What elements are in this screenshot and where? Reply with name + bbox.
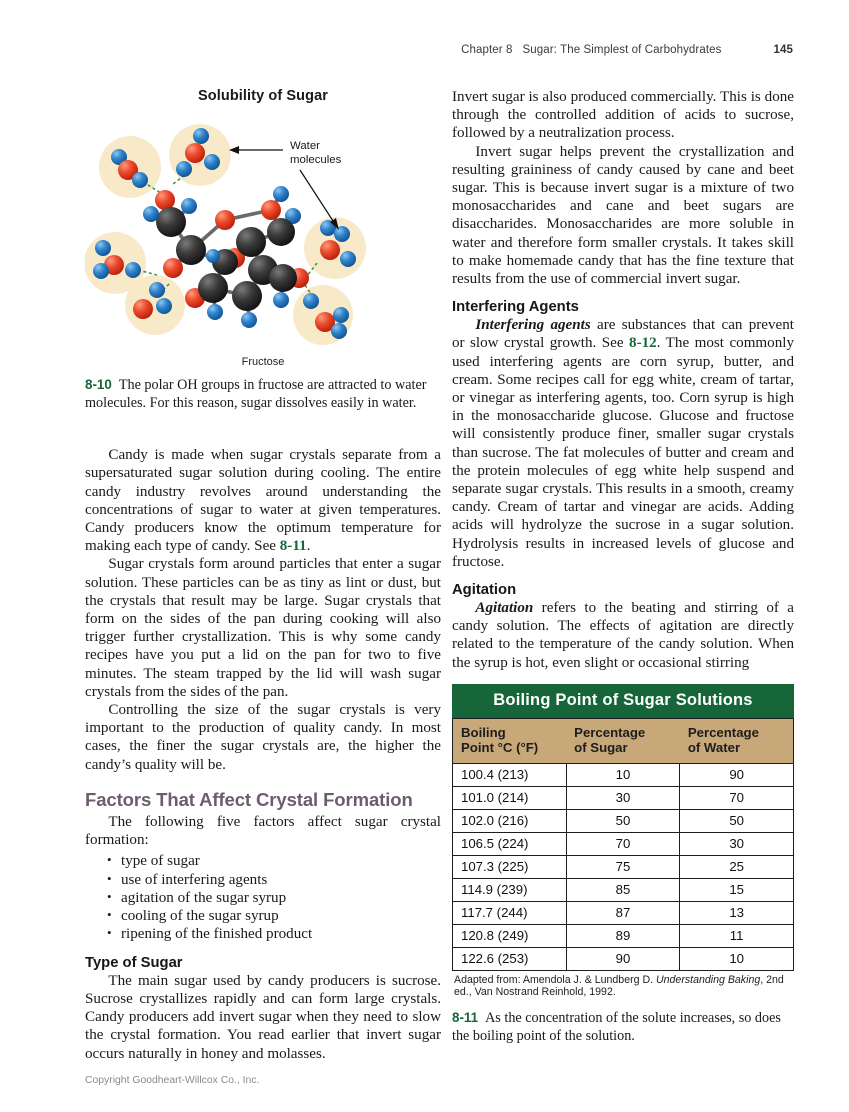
- cell-percentage-water: 13: [680, 901, 794, 924]
- figure-8-11-number: 8-11: [452, 1010, 479, 1026]
- molecule-svg: [85, 110, 441, 358]
- figure-8-10-number: 8-10: [85, 377, 112, 392]
- table-8-11-wrapper: [452, 684, 794, 1045]
- cell-percentage-water: 15: [680, 878, 794, 901]
- running-head-title: Sugar: The Simplest of Carbohydrates: [522, 44, 722, 56]
- inline-figref-8-12: 8-12: [629, 335, 657, 352]
- cell-percentage-sugar: 90: [566, 947, 680, 970]
- fructose-label: Fructose: [241, 356, 285, 368]
- source-text-a: Adapted from: Amendola J. & Lundberg D.: [454, 973, 656, 986]
- cell-percentage-sugar: 89: [566, 924, 680, 947]
- figure-8-10-caption-text: The polar OH groups in fructose are attracted to water molecules. For this reason, sugar dissolves easily in water.: [85, 377, 427, 411]
- water-molecules-callout: [290, 140, 341, 167]
- column-header-boiling-point-line1: Boiling: [461, 724, 506, 740]
- heading-type-of-sugar: Type of Sugar: [85, 954, 183, 971]
- table-row: [453, 786, 794, 809]
- paragraph-invert-sugar-commercial: Invert sugar is also produced commercially. This is done through the controlled addition of acids to sucrose, followed by a neutralization process.: [452, 89, 794, 142]
- cell-percentage-water: 30: [680, 832, 794, 855]
- cell-boiling-point: 102.0 (216): [453, 809, 567, 832]
- table-title: Boiling Point of Sugar Solutions: [452, 684, 794, 718]
- heading-agitation: Agitation: [452, 582, 517, 599]
- term-interfering-agents: Interfering agents: [475, 317, 591, 334]
- figure-title: Solubility of Sugar: [198, 88, 328, 104]
- cell-boiling-point: 122.6 (253): [453, 947, 567, 970]
- column-header-percentage-sugar-line1: Percentage: [574, 724, 646, 740]
- table-row: [453, 947, 794, 970]
- table-source-note: [452, 974, 794, 999]
- cell-boiling-point: 117.7 (244): [453, 901, 567, 924]
- table-row: [453, 924, 794, 947]
- column-header-percentage-water-line1: Percentage: [687, 724, 759, 740]
- list-item: • cooling of the sugar syrup: [107, 907, 441, 925]
- paragraph-candy-made-text: Candy is made when sugar crystals separate from a supersaturated sugar solution during cooling. The entire candy industry revolves around understanding the concentrations of sugar to water at given temperatures. Candy producers know the optimum temperature for making each type of candy. See: [85, 447, 441, 555]
- list-item: • agitation of the sugar syrup: [107, 889, 441, 907]
- paragraph-controlling-size: Controlling the size of the sugar crystals is very important to the production of quality candy. In most cases, the finer the sugar crystals are, the higher the candy’s quality will be.: [85, 702, 441, 773]
- column-header-percentage-sugar: [566, 718, 680, 763]
- term-agitation: Agitation: [475, 600, 534, 617]
- column-header-percentage-water-line2: of Water: [687, 740, 741, 756]
- cell-boiling-point: 114.9 (239): [453, 878, 567, 901]
- fructose-water-diagram: [85, 110, 441, 358]
- cell-percentage-water: 25: [680, 855, 794, 878]
- table-row: [453, 855, 794, 878]
- page-number: 145: [773, 44, 793, 56]
- table-head: [453, 718, 794, 763]
- table-header-row: [453, 718, 794, 763]
- list-item: • use of interfering agents: [107, 871, 441, 889]
- paragraph-sugar-crystals-form: Sugar crystals form around particles that enter a sugar solution. These particles can be as tiny as lint or dust, but the crystals that result may be large. Sugar crystals that form on the sides of the pan during cooking will also trigger further crystallization. This is why some candy recipes have you put a lid on the pan for two to five minutes. The steam trapped by the lid will wash sugar crystals from the sides of the pan.: [85, 556, 441, 700]
- running-head-chapter: Chapter 8: [461, 44, 513, 56]
- cell-percentage-sugar: 75: [566, 855, 680, 878]
- cell-boiling-point: 107.3 (225): [453, 855, 567, 878]
- source-text-b: , 2nd ed.,: [454, 973, 784, 999]
- source-book-title: Understanding Baking: [656, 973, 761, 986]
- cell-percentage-water: 90: [680, 763, 794, 786]
- paragraph-type-of-sugar: The main sugar used by candy producers is sucrose. Sucrose crystallizes rapidly and can form large crystals. Candy producers add invert sugar when they need to slow the crystal formation. You read earlier that invert sugar occurs naturally in honey and molasses.: [85, 972, 441, 1062]
- cell-percentage-sugar: 10: [566, 763, 680, 786]
- right-column: [452, 88, 794, 1059]
- inline-figref-8-11: 8-11: [279, 538, 307, 555]
- list-item: • type of sugar: [107, 852, 441, 870]
- cell-boiling-point: 120.8 (249): [453, 924, 567, 947]
- column-header-percentage-water: [680, 718, 794, 763]
- figure-8-11-caption: [452, 1009, 794, 1045]
- table-row: [453, 832, 794, 855]
- cell-boiling-point: 106.5 (224): [453, 832, 567, 855]
- left-column: [85, 88, 441, 1063]
- cell-percentage-sugar: 87: [566, 901, 680, 924]
- heading-factors-crystal-formation: Factors That Affect Crystal Formation: [85, 788, 413, 810]
- factors-list: [85, 852, 441, 943]
- callout-line-1: Water: [290, 140, 320, 152]
- paragraph-interfering-agents: [452, 316, 794, 571]
- table-row: [453, 878, 794, 901]
- column-header-percentage-sugar-line2: of Sugar: [574, 740, 628, 756]
- table-body: [453, 763, 794, 970]
- paragraph-five-factors: The following five factors affect sugar crystal formation:: [85, 813, 441, 849]
- cell-percentage-water: 11: [680, 924, 794, 947]
- agitation-text: refers to the beating and stirring of a candy solution. The effects of agitation are directly related to the temperature of the candy solution. When the syrup is hot, even slight or occasional stirring: [452, 600, 794, 671]
- interfering-text-a: are substances that can prevent or slow crystal growth. See: [452, 317, 794, 352]
- cell-percentage-water: 50: [680, 809, 794, 832]
- cell-percentage-sugar: 30: [566, 786, 680, 809]
- callout-line-2: molecules: [290, 153, 342, 166]
- running-head: [80, 44, 793, 56]
- cell-percentage-sugar: 85: [566, 878, 680, 901]
- figure-8-11-caption-text: As the concentration of the solute increases, so does the boiling point of the solution.: [452, 1010, 781, 1044]
- boiling-point-table: [452, 684, 794, 971]
- copyright-footer: Copyright Goodheart-Willcox Co., Inc.: [85, 1075, 260, 1086]
- paragraph-invert-sugar-prevents: Invert sugar helps prevent the crystallization and resulting graininess of candy caused by cane and beet sugar. This is because invert sugar is a mixture of two monosaccharides and cane and beet sugars are disaccharides. Monosaccharides are more soluble in water and therefore form smaller crystals. It takes skill to make homemade candy that has the fine texture that results from the use of commercial invert sugar.: [452, 143, 794, 288]
- heading-interfering-agents: Interfering Agents: [452, 299, 579, 316]
- paragraph-agitation: [452, 599, 794, 672]
- cell-boiling-point: 101.0 (214): [453, 786, 567, 809]
- source-line-2: Van Nostrand Reinhold, 1992.: [474, 986, 616, 999]
- cell-percentage-sugar: 70: [566, 832, 680, 855]
- list-item: • ripening of the finished product: [107, 925, 441, 943]
- column-header-boiling-point-line2: Point °C (°F): [461, 740, 539, 756]
- table-row: [453, 763, 794, 786]
- table-row: [453, 809, 794, 832]
- table-row: [453, 901, 794, 924]
- cell-boiling-point: 100.4 (213): [453, 763, 567, 786]
- cell-percentage-water: 10: [680, 947, 794, 970]
- column-header-boiling-point: [453, 718, 567, 763]
- interfering-text-b: . The most commonly used interfering agents are corn syrup, butter, and cream. Some recipes call for egg white, cream of tartar, or vinegar as interfering agents, too. Corn syrup is high in the monosaccharide glucose. Glucose and fructose will consistently produce finer, smaller sugar crystals than sucrose. The fat molecules of butter and cream and the protein molecules of egg white help suspend and separate sugar crystals. This results in a smooth, creamy candy. Cream of tartar and vinegar are acids. Adding acids will hydrolyze the sucrose in a sugar solution. Hydrolysis results in increased levels of glucose and fructose.: [452, 335, 795, 570]
- figure-8-10-caption: [85, 376, 441, 412]
- cell-percentage-sugar: 50: [566, 809, 680, 832]
- paragraph-candy-made: Candy is made when sugar crystals separate from a supersaturated sugar solution during cooling. The entire candy industry revolves around understanding the concentrations of sugar to water at given temperatures. Candy producers know the optimum temperature for making each type of candy. See 8-11.: [85, 447, 441, 555]
- cell-percentage-water: 70: [680, 786, 794, 809]
